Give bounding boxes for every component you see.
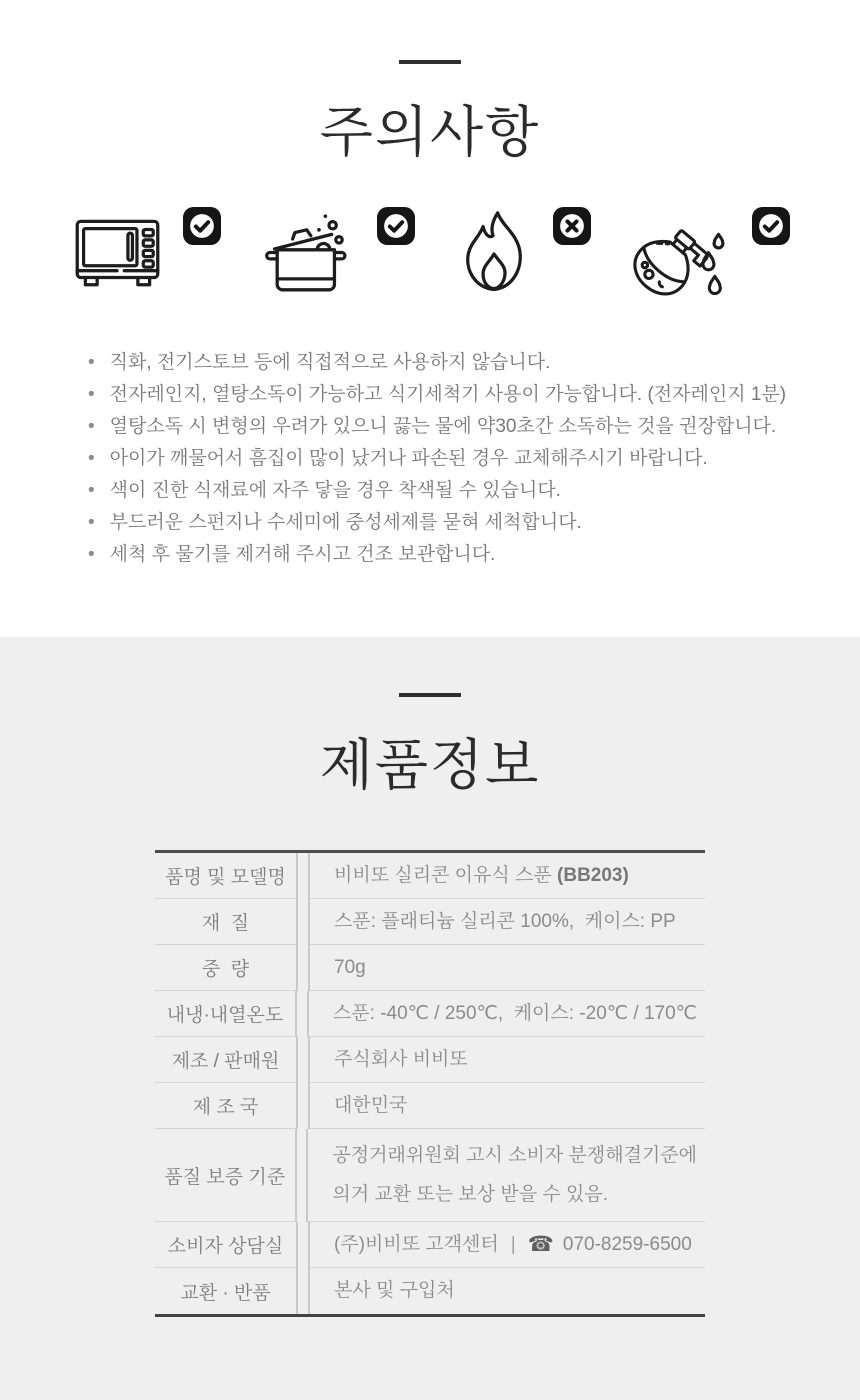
precaution-item: • 직화, 전기스토브 등에 직접적으로 사용하지 않습니다.: [88, 347, 830, 379]
precaution-item: • 아이가 깨물어서 흠집이 많이 났거나 파손된 경우 교체해주시기 바랍니다.: [88, 443, 830, 475]
row-value: [309, 991, 705, 1037]
value-text: 비비또 실리콘 이유식 스푼: [334, 864, 558, 886]
row-label: 중 량: [155, 945, 296, 991]
row-label: 제조 / 판매원: [155, 1037, 296, 1083]
phone-icon: ☎: [527, 1232, 554, 1256]
row-label: 교환 · 반품: [180, 1282, 271, 1304]
table-row: [155, 945, 705, 991]
column-divider: [296, 1222, 310, 1268]
column-divider: [296, 1083, 310, 1129]
table-row: [155, 899, 705, 945]
row-value: [310, 899, 705, 945]
value-text: 공정거래위원회 고시 소비자 분쟁해결기준에: [332, 1145, 697, 1166]
column-divider: [295, 991, 309, 1037]
section-divider-dash: [399, 60, 461, 64]
row-label: 재 질: [155, 899, 296, 945]
section-divider-dash: [399, 693, 461, 697]
wash-bottle-icon: [629, 205, 734, 301]
check-badge: [183, 207, 221, 245]
row-value: [310, 1037, 705, 1083]
check-badge: [377, 207, 415, 245]
row-label: 소비자 상담실: [155, 1222, 296, 1268]
column-divider: [296, 1037, 310, 1083]
row-value: [310, 853, 705, 899]
value-text: 스푼: -40℃ / 250℃, 케이스: -20℃ / 170℃: [332, 1002, 697, 1024]
precautions-title: 주의사항: [319, 101, 541, 163]
row-value: [310, 1222, 705, 1268]
row-label: 내냉·내열온도: [155, 991, 295, 1037]
value-text: 70g: [334, 956, 366, 978]
value-text: 스푼: 플래티늄 실리콘 100%, 케이스: PP: [334, 910, 676, 932]
row-label: 제 조 국: [155, 1083, 296, 1129]
product-info-table: [155, 850, 705, 1317]
precautions-list: [0, 347, 860, 571]
precaution-item: • 색이 진한 식재료에 자주 닿을 경우 착색될 수 있습니다.: [88, 475, 830, 507]
care-icons-row: [0, 201, 860, 305]
value-separator: |: [510, 1233, 516, 1255]
table-row: [155, 991, 705, 1037]
column-divider: [296, 945, 310, 991]
boiling-allowed-group: [259, 201, 415, 305]
microwave-icon: [70, 213, 165, 294]
column-divider: [296, 899, 310, 945]
product-info-title: 제품정보: [319, 734, 541, 796]
check-badge: [752, 207, 790, 245]
column-divider: [295, 1129, 309, 1222]
precaution-item: • 열탕소독 시 변형의 우려가 있으니 끓는 물에 약30초간 소독하는 것을 권장합니다.: [88, 411, 830, 443]
washing-allowed-group: [629, 201, 790, 305]
value-text: (주)비비또 고객센터: [334, 1233, 499, 1255]
table-row: [155, 1222, 705, 1268]
row-value: [310, 1268, 705, 1314]
row-value: [310, 945, 705, 991]
row-label: 품명 및 모델명: [155, 853, 296, 899]
row-value: [310, 1083, 705, 1129]
product-info-section: [0, 637, 860, 1400]
table-row: [155, 1083, 705, 1129]
precaution-item: • 세척 후 물기를 제거해 주시고 건조 보관합니다.: [88, 539, 830, 571]
precaution-item: • 전자레인지, 열탕소독이 가능하고 식기세척기 사용이 가능합니다. (전자레인지 1분): [88, 379, 830, 411]
value-text: 주식회사 비비또: [334, 1048, 468, 1070]
flame-prohibited-group: [453, 201, 591, 305]
column-divider: [296, 1268, 310, 1314]
row-label: 품질 보증 기준: [155, 1129, 295, 1222]
value-text: 본사 및 구입처: [334, 1280, 455, 1301]
x-badge: [553, 207, 591, 245]
precautions-section: [0, 0, 860, 637]
table-row: [155, 1037, 705, 1083]
column-divider: [296, 853, 310, 899]
boiling-pot-icon: [259, 205, 359, 301]
row-value: [308, 1129, 705, 1222]
microwave-allowed-group: [70, 201, 221, 305]
value-text: 대한민국: [334, 1094, 408, 1116]
phone-number: 070-8259-6500: [562, 1233, 692, 1255]
open-flame-icon: [453, 207, 535, 299]
table-row: [155, 1268, 705, 1314]
value-bold-text: (BB203): [557, 864, 629, 886]
table-row: [155, 1129, 705, 1222]
precaution-item: • 부드러운 스펀지나 수세미에 중성세제를 묻혀 세척합니다.: [88, 507, 830, 539]
table-row: [155, 853, 705, 899]
value-second-line: 의거 교환 또는 보상 받을 수 있음.: [332, 1184, 608, 1205]
